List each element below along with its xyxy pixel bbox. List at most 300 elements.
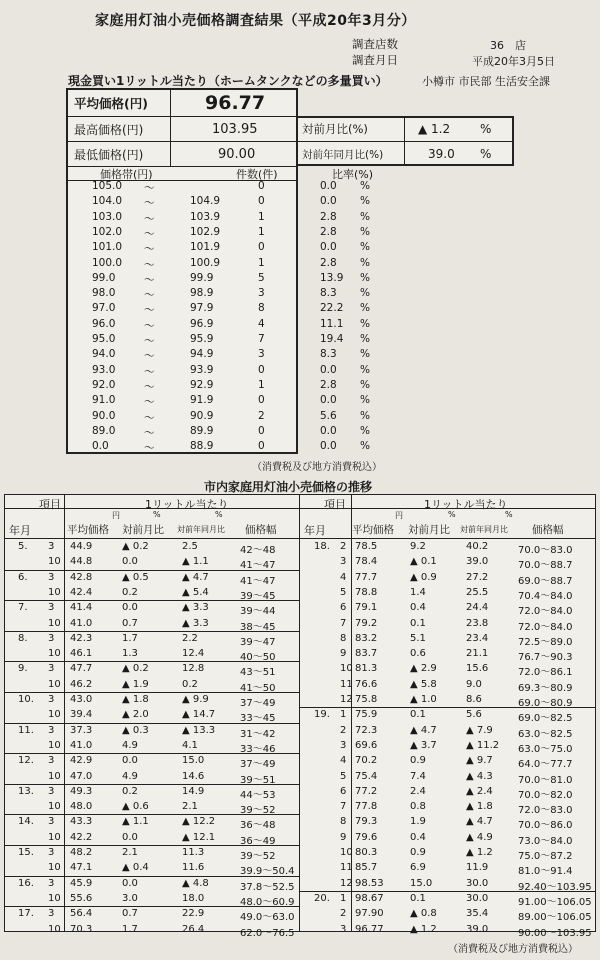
band-low: 102.0	[92, 225, 123, 238]
price-range: 76.7〜90.3	[518, 652, 573, 664]
band-header: 価格帯(円)	[100, 168, 153, 181]
mom-change: 0.9	[410, 847, 426, 858]
mom-change: ▲ 4.7	[410, 724, 437, 736]
month: 7	[340, 801, 347, 813]
year: 11.	[18, 724, 34, 736]
band-row	[70, 318, 410, 333]
band-low: 93.0	[92, 363, 116, 376]
band-ratio: 0.0	[320, 241, 337, 254]
history-title: 市内家庭用灯油小売価格の推移	[204, 480, 373, 494]
yoy-change: ▲ 1.8	[466, 801, 493, 813]
avg-price-label: 平均価格(円)	[74, 96, 148, 111]
mom-change: 0.0	[122, 831, 138, 843]
price-range: 39〜47	[240, 636, 276, 648]
mom-change: ▲ 2.0	[122, 709, 149, 721]
yoy-header: 対前年同月比	[177, 525, 225, 534]
price-range: 72.0〜83.0	[518, 805, 573, 817]
mom-change: 0.7	[122, 908, 138, 920]
table-row	[300, 815, 596, 830]
avg-price: 98.67	[355, 892, 384, 904]
yoy-change: ▲ 9.7	[466, 755, 493, 767]
band-count: 1	[258, 210, 265, 223]
table-row	[4, 571, 300, 586]
avg-price: 46.2	[70, 678, 93, 690]
band-high: 88.9	[190, 440, 214, 453]
yoy-change: 30.0	[466, 877, 489, 889]
yoy-change: 8.6	[466, 694, 482, 705]
year: 19.	[314, 709, 330, 721]
avg-price: 75.8	[355, 694, 378, 705]
table-row	[4, 586, 300, 601]
mom-change: 0.1	[410, 892, 426, 904]
table-row	[4, 800, 300, 815]
yoy-change: 11.6	[182, 862, 205, 874]
band-row	[70, 410, 410, 425]
avg-price: 56.4	[70, 908, 93, 920]
avg-price: 47.1	[70, 862, 93, 874]
divider	[4, 508, 596, 509]
mom-change: 0.8	[410, 801, 426, 813]
avg-price: 48.2	[70, 847, 93, 858]
band-low: 90.0	[92, 409, 116, 422]
avg-price: 77.8	[355, 801, 378, 813]
band-unit: %	[360, 333, 370, 345]
price-range: 69.3〜80.9	[518, 682, 573, 694]
price-range: 38〜45	[240, 621, 276, 633]
band-unit: %	[360, 195, 370, 208]
table-row	[300, 785, 596, 800]
yoy-change: ▲ 14.7	[182, 709, 216, 721]
date-value: 平成20年3月5日	[472, 55, 555, 68]
table-row	[4, 724, 300, 739]
band-high: 103.9	[190, 210, 221, 223]
band-ratio: 2.8	[320, 256, 337, 269]
avg-price: 78.8	[355, 586, 378, 598]
avg-price: 42.9	[70, 755, 93, 767]
avg-price: 81.3	[355, 663, 378, 675]
price-range: 90.00〜103.95	[518, 927, 592, 939]
price-range: 43〜51	[240, 667, 276, 679]
band-low: 96.0	[92, 317, 116, 330]
mom-change: 0.1	[410, 617, 426, 629]
band-count: 1	[258, 256, 265, 269]
avg-price: 47.7	[70, 663, 93, 675]
price-range: 49.0〜63.0	[240, 912, 295, 924]
yoy-change: 27.2	[466, 571, 489, 583]
mom-change: ▲ 0.2	[122, 541, 149, 552]
mom-change: 0.4	[410, 602, 426, 614]
yoy-change: ▲ 7.9	[466, 724, 493, 736]
band-ratio: 8.3	[320, 287, 337, 300]
band-count: 5	[258, 271, 265, 284]
avg-price: 43.0	[70, 694, 93, 705]
table-row	[4, 678, 300, 693]
mom-change: ▲ 1.0	[410, 694, 437, 705]
yoy-change: ▲ 1.1	[182, 556, 209, 568]
month: 3	[48, 785, 55, 797]
price-range: 70.0〜82.0	[518, 789, 573, 801]
avg-price: 41.4	[70, 602, 93, 614]
month: 3	[48, 663, 55, 675]
month: 10	[48, 709, 61, 721]
mom-change: 0.2	[122, 785, 138, 797]
band-sep: 〜	[144, 350, 155, 363]
month: 9	[340, 648, 347, 660]
band-row	[70, 333, 410, 348]
band-row	[70, 226, 410, 241]
mom-change: 0.0	[122, 755, 138, 767]
band-sep: 〜	[144, 396, 155, 409]
month: 3	[48, 571, 55, 583]
band-ratio: 0.0	[320, 440, 337, 453]
mom-change: 0.4	[410, 831, 426, 843]
mom-change: ▲ 3.7	[410, 739, 437, 751]
mom-change: 0.2	[122, 586, 138, 598]
table-row	[4, 754, 300, 769]
yoy-change: 12.8	[182, 663, 205, 675]
month: 10	[48, 923, 61, 935]
band-unit: %	[360, 348, 370, 361]
month: 10	[48, 801, 61, 813]
mom-label: 対前月比(%)	[302, 122, 368, 136]
month: 12	[340, 694, 353, 705]
year: 13.	[18, 785, 34, 797]
band-count: 0	[258, 241, 265, 254]
table-row	[4, 693, 300, 708]
month: 3	[48, 694, 55, 705]
band-sep: 〜	[144, 289, 155, 302]
month: 3	[48, 724, 55, 736]
band-ratio: 0.0	[320, 424, 337, 437]
table-row	[300, 555, 596, 570]
avg-price: 49.3	[70, 785, 93, 797]
avg-price: 75.9	[355, 709, 378, 721]
table-row	[4, 831, 300, 846]
yoy-change: 35.4	[466, 908, 489, 920]
item-header: 項目	[324, 498, 346, 511]
table-row	[4, 785, 300, 800]
yoy-value: 39.0	[428, 147, 455, 161]
price-range: 64.0〜77.7	[518, 759, 573, 771]
yoy-change: ▲ 4.7	[466, 816, 493, 828]
yoy-change: ▲ 3.3	[182, 617, 209, 629]
year: 15.	[18, 847, 34, 858]
yoy-change: ▲ 11.2	[466, 739, 500, 751]
tax-note: （消費税及び地方消費税込）	[252, 462, 382, 473]
price-range: 72.0〜86.1	[518, 667, 573, 679]
mom-header: 対前月比	[408, 524, 450, 536]
yoy-change: 2.5	[182, 541, 198, 552]
yoy-change: 2.2	[182, 632, 198, 644]
avg-price: 75.4	[355, 770, 378, 782]
band-low: 101.0	[92, 241, 123, 254]
band-ratio: 11.1	[320, 317, 344, 330]
band-row	[70, 211, 410, 226]
table-row	[4, 892, 300, 907]
price-range: 92.40〜103.95	[518, 881, 592, 893]
yoy-change: 22.9	[182, 908, 205, 920]
month: 3	[340, 556, 347, 568]
month: 3	[48, 602, 55, 614]
yoy-change: 40.2	[466, 541, 489, 552]
month: 10	[48, 862, 61, 874]
avg-price: 44.9	[70, 541, 93, 552]
avg-price: 83.2	[355, 632, 378, 644]
mom-value: ▲ 1.2	[418, 122, 451, 136]
band-count: 1	[258, 378, 265, 391]
avg-price: 41.0	[70, 739, 93, 751]
band-sep: 〜	[144, 212, 155, 225]
avg-price: 55.6	[70, 892, 93, 904]
month: 10	[48, 648, 61, 660]
table-row	[4, 770, 300, 785]
band-count: 0	[258, 394, 265, 407]
band-row	[70, 287, 410, 302]
avg-price: 69.6	[355, 739, 378, 751]
yoy-change: 39.0	[466, 923, 489, 935]
table-row	[300, 617, 596, 632]
mom-change: ▲ 0.8	[410, 908, 437, 920]
year: 8.	[18, 632, 28, 644]
band-ratio: 2.8	[320, 378, 337, 391]
avg-price: 78.4	[355, 556, 378, 568]
price-range: 63.0〜75.0	[518, 743, 573, 755]
band-row	[70, 379, 410, 394]
band-row	[70, 272, 410, 287]
avg-price: 42.4	[70, 586, 93, 598]
yoy-change: ▲ 12.1	[182, 831, 216, 843]
table-row	[4, 739, 300, 754]
yoy-change: ▲ 5.4	[182, 586, 209, 598]
avg-price: 96.77	[355, 923, 384, 935]
yoy-change: ▲ 2.4	[466, 785, 493, 797]
band-sep: 〜	[144, 182, 155, 194]
price-range: 70.0〜88.7	[518, 560, 573, 572]
mom-change: 0.1	[410, 709, 426, 721]
avg-price: 70.3	[70, 923, 93, 935]
avg-price: 44.8	[70, 556, 93, 568]
yoy-change: ▲ 9.9	[182, 694, 209, 705]
band-unit: %	[360, 394, 370, 407]
month: 7	[340, 617, 347, 629]
divider	[300, 707, 596, 708]
band-high: 91.9	[190, 394, 214, 407]
month: 8	[340, 632, 347, 644]
price-range: 31〜42	[240, 728, 276, 740]
band-row	[70, 180, 410, 195]
band-low: 91.0	[92, 394, 116, 407]
band-unit: %	[360, 409, 370, 422]
band-high: 99.9	[190, 271, 214, 284]
month: 10	[48, 678, 61, 690]
date-label: 調査月日	[352, 53, 398, 67]
avg-header: 平均価格	[352, 524, 394, 536]
month: 4	[340, 755, 347, 767]
band-sep: 〜	[144, 365, 155, 378]
price-range: 63.0〜82.5	[518, 728, 573, 740]
year: 6.	[18, 571, 28, 583]
band-count: 0	[258, 195, 265, 208]
band-high: 100.9	[190, 256, 221, 269]
band-high: 97.9	[190, 302, 214, 315]
band-sep: 〜	[144, 380, 155, 393]
band-high: 102.9	[190, 225, 221, 238]
yoy-change: 18.0	[182, 892, 205, 904]
avg-price: 77.7	[355, 571, 378, 583]
band-low: 95.0	[92, 333, 116, 345]
band-sep: 〜	[144, 243, 155, 256]
year: 10.	[18, 694, 34, 705]
band-unit: %	[360, 256, 370, 269]
table-row	[300, 907, 596, 922]
price-range: 39.9〜50.4	[240, 866, 295, 878]
avg-price: 97.90	[355, 908, 384, 920]
yoy-change: 24.4	[466, 602, 489, 614]
month: 1	[340, 709, 347, 721]
table-row	[300, 846, 596, 861]
band-low: 103.0	[92, 210, 123, 223]
mom-change: ▲ 1.8	[122, 694, 149, 705]
band-count: 4	[258, 317, 265, 330]
yoy-header: 対前年同月比	[460, 525, 508, 534]
band-count: 1	[258, 225, 265, 238]
avg-price: 80.3	[355, 847, 378, 858]
avg-price: 72.3	[355, 724, 378, 736]
yoy-change: 15.6	[466, 663, 489, 675]
month: 3	[48, 908, 55, 920]
table-row	[4, 662, 300, 677]
band-unit: %	[360, 271, 370, 284]
mom-unit: %	[480, 122, 492, 136]
month: 8	[340, 816, 347, 828]
price-range: 39〜52	[240, 805, 276, 817]
max-price-label: 最高価格(円)	[74, 122, 144, 137]
band-row	[70, 348, 410, 363]
band-high: 95.9	[190, 333, 214, 345]
avg-price: 41.0	[70, 617, 93, 629]
ym-header: 年月	[9, 524, 31, 537]
price-range: 69.0〜82.5	[518, 713, 573, 725]
month: 10	[48, 770, 61, 782]
band-row	[70, 394, 410, 409]
band-ratio: 2.8	[320, 225, 337, 238]
band-sep: 〜	[144, 258, 155, 271]
price-range: 81.0〜91.4	[518, 866, 573, 878]
yoy-change: 30.0	[466, 892, 489, 904]
price-range: 69.0〜80.9	[518, 698, 573, 709]
table-row	[300, 892, 596, 907]
band-low: 99.0	[92, 271, 116, 284]
divider	[300, 891, 596, 892]
band-ratio: 0.0	[320, 195, 337, 208]
price-range: 33〜45	[240, 713, 276, 725]
price-range: 70.0〜81.0	[518, 774, 573, 786]
month: 5	[340, 586, 347, 598]
stores-value: 36 店	[490, 39, 526, 52]
band-high: 104.9	[190, 195, 221, 208]
band-sep: 〜	[144, 319, 155, 332]
price-range: 48.0〜60.9	[240, 896, 295, 908]
mom-change: 2.1	[122, 847, 138, 858]
year: 7.	[18, 602, 28, 614]
band-row	[70, 302, 410, 317]
city-department: 小樽市 市民部 生活安全課	[422, 75, 550, 88]
yoy-unit: %	[480, 147, 492, 161]
price-range: 75.0〜87.2	[518, 851, 573, 862]
price-range: 37.8〜52.5	[240, 881, 295, 893]
yoy-change: ▲ 4.9	[466, 831, 493, 843]
band-count: 0	[258, 180, 265, 192]
yoy-change: 9.0	[466, 678, 482, 690]
mom-change: 0.9	[410, 755, 426, 767]
table-row	[300, 770, 596, 785]
band-unit: %	[360, 440, 370, 453]
yen-unit: 円	[112, 511, 120, 520]
table-row	[300, 754, 596, 769]
subtitle: 現金買い1リットル当たり（ホームタンクなどの多量買い）	[68, 74, 388, 88]
pct-unit: %	[505, 510, 513, 519]
band-unit: %	[360, 225, 370, 238]
month: 3	[48, 816, 55, 828]
band-count: 8	[258, 302, 265, 315]
mom-change: 6.9	[410, 862, 426, 874]
band-sep: 〜	[144, 227, 155, 240]
price-range: 70.0〜83.0	[518, 545, 573, 556]
mom-change: 4.9	[122, 770, 138, 782]
month: 10	[48, 831, 61, 843]
band-high: 96.9	[190, 317, 214, 330]
table-row	[300, 540, 596, 555]
band-unit: %	[360, 241, 370, 254]
mom-change: 9.2	[410, 541, 426, 552]
table-row	[4, 861, 300, 876]
mom-change: ▲ 2.9	[410, 663, 437, 675]
table-row	[4, 923, 300, 938]
price-range: 42〜48	[240, 545, 276, 556]
range-header: 価格幅	[532, 524, 564, 536]
avg-price: 78.5	[355, 541, 378, 552]
band-unit: %	[360, 424, 370, 437]
band-ratio: 0.0	[320, 394, 337, 407]
table-row	[4, 632, 300, 647]
price-range: 70.4〜84.0	[518, 590, 573, 602]
divider	[170, 88, 171, 166]
mom-change: 1.7	[122, 632, 138, 644]
yoy-change: ▲ 4.8	[182, 877, 209, 889]
month: 3	[48, 541, 55, 552]
avg-price: 45.9	[70, 877, 93, 889]
price-range: 69.0〜88.7	[518, 575, 573, 587]
band-sep: 〜	[144, 197, 155, 210]
avg-price: 76.6	[355, 678, 378, 690]
month: 10	[48, 556, 61, 568]
avg-price: 70.2	[355, 755, 378, 767]
table-row	[300, 708, 596, 723]
avg-price: 42.2	[70, 831, 93, 843]
avg-price: 37.3	[70, 724, 93, 736]
price-range: 37〜49	[240, 698, 276, 709]
band-ratio: 19.4	[320, 333, 344, 345]
year: 17.	[18, 908, 34, 920]
table-row	[300, 861, 596, 876]
table-row	[300, 831, 596, 846]
mom-change: ▲ 5.8	[410, 678, 437, 690]
month: 2	[340, 724, 347, 736]
price-range: 73.0〜84.0	[518, 835, 573, 847]
mom-change: 0.0	[122, 877, 138, 889]
yoy-change: 11.9	[466, 862, 489, 874]
price-range: 39〜45	[240, 590, 276, 602]
